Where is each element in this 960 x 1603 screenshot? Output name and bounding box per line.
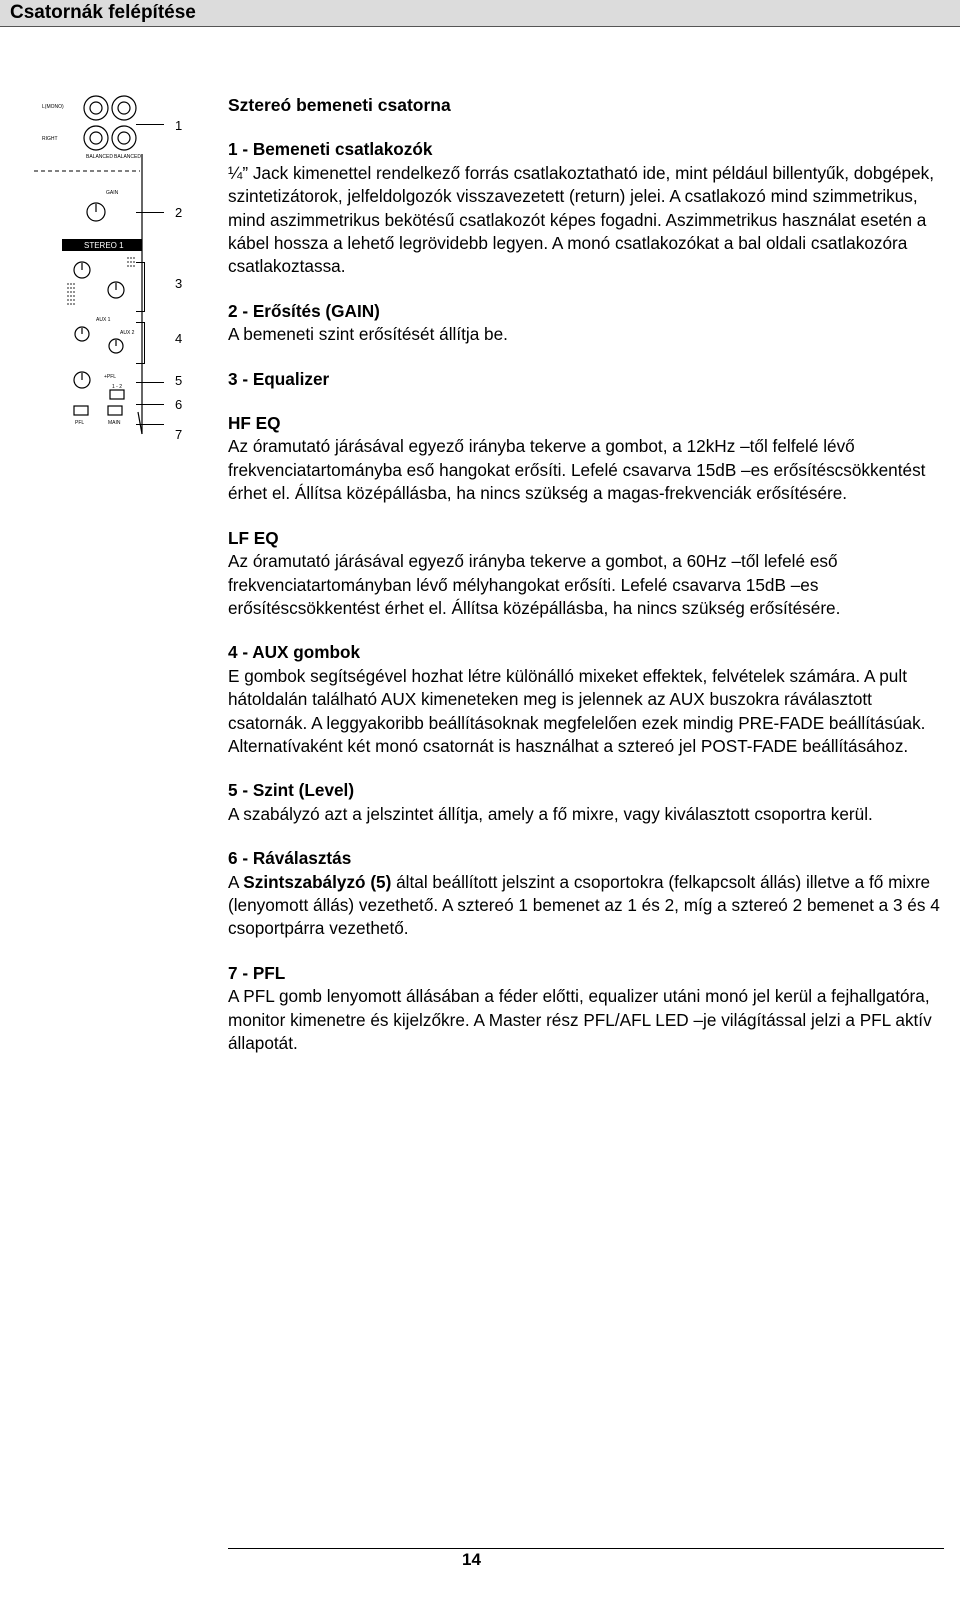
section-routing: [228, 847, 946, 941]
callout-bracket-4-bottom: [136, 363, 145, 364]
section-body: A bemeneti szint erősítését állítja be.: [228, 324, 508, 345]
main-content: [228, 94, 946, 1076]
section-title: 4 - AUX gombok: [228, 642, 361, 663]
right-jack-socket: [112, 96, 136, 120]
page-header: [0, 0, 960, 27]
section-title: HF EQ: [228, 413, 281, 434]
footer-divider: [228, 1548, 944, 1549]
main-button-label: MAIN: [108, 420, 121, 426]
callout-7: 7: [175, 427, 183, 442]
balanced-label-b: BALANCED: [114, 154, 141, 160]
right-label: RIGHT: [42, 136, 58, 142]
section-title: LF EQ: [228, 527, 279, 548]
section-gain: [228, 300, 946, 347]
section-body: E gombok segítségével hozhat létre különálló mixeket effektek, felvételek számára. A pult hátoldalán található AUX kimeneteken meg is jelennek az AUX buszokra ráválasztott csatornák. A leggyakoribb beállításoknak megfelelően ezek mindig PRE-FADE beállításúak. Alternatívaként két monó csatornát is használhat a sztereó jel POST-FADE beállításához.: [228, 665, 926, 756]
callout-4: 4: [175, 331, 183, 346]
section-title: 5 - Szint (Level): [228, 780, 355, 801]
left-jack-socket: [84, 96, 108, 120]
aux1-label: AUX 1: [96, 317, 111, 323]
section-body: [228, 871, 946, 941]
section-level: [228, 779, 946, 826]
section-inputs: [228, 138, 946, 278]
aux2-label: AUX 2: [120, 330, 135, 336]
left-mono-label: L(MONO): [42, 104, 64, 110]
section-lf-eq: [228, 527, 946, 621]
balanced-label-a: BALANCED: [86, 154, 113, 160]
left-balanced-socket: [84, 126, 108, 150]
body-text-pre: A: [228, 871, 244, 892]
callout-bracket-4-vertical: [144, 322, 145, 364]
section-body: Az óramutató járásával egyező irányba tekerve a gombot, a 12kHz –től felfelé lévő frekvenciatartományba eső hangokat erősíti. Lefelé csavarva 15dB –es erősítéscsökkentést érhet el. Állítsa középállásba, ha nincs szükség a magas-frekvenciák erősítésére.: [228, 436, 926, 504]
callout-line-6: [136, 404, 164, 405]
callout-6: 6: [175, 397, 183, 412]
channel-strip-illustration: [42, 94, 142, 434]
right-balanced-socket: [112, 126, 136, 150]
section-pfl: [228, 962, 946, 1056]
body-text-post: által beállított jelszint a csoportokra (felkapcsolt állás) illetve a fő mixre (lenyomott állás) vezethető. A sztereó 1 bemenet az 1 és 2, míg a sztereó 2 bemenet a 3 és 4 csoportpárra vezethető.: [228, 871, 940, 939]
section-title: 7 - PFL: [228, 962, 286, 983]
body-text-bold: Szintszabályzó (5): [243, 871, 392, 892]
callout-3: 3: [175, 276, 183, 291]
callout-line-5: [136, 382, 164, 383]
routing-label: 1 - 2: [112, 384, 123, 390]
callout-2: 2: [175, 205, 183, 220]
pfl-button-shape: [74, 406, 88, 415]
section-body: Az óramutató járásával egyező irányba tekerve a gombot, a 60Hz –től lefelé eső frekvenciatartományban lévő mélyhangokat erősíti. Lefelé csavarva 15dB –es erősítéscsökkentést érhet el. Állítsa középállásba, ha nincs szükség erősítésére.: [228, 551, 841, 618]
callout-1: 1: [175, 118, 183, 133]
callout-line-2: [136, 212, 164, 213]
callout-line-1: [136, 124, 164, 125]
header-title: Csatornák felépítése: [10, 2, 196, 23]
section-title: 3 - Equalizer: [228, 368, 330, 389]
pfl-knob-label: +PFL: [104, 374, 117, 380]
section-heading: Sztereó bemeneti csatorna: [228, 95, 451, 115]
section-hf-eq: [228, 412, 946, 506]
section-title: 1 - Bemeneti csatlakozók: [228, 139, 433, 160]
stereo-label: STEREO 1: [84, 241, 124, 250]
main-button-shape: [108, 406, 122, 415]
section-aux: [228, 641, 946, 758]
pfl-button-label: PFL: [75, 420, 85, 426]
routing-button: [110, 390, 124, 399]
section-equalizer: [228, 368, 946, 391]
section-title: 2 - Erősítés (GAIN): [228, 300, 380, 321]
section-body: A szabályzó azt a jelszintet állítja, amely a fő mixre, vagy kiválasztott csoportra kerül.: [228, 803, 873, 824]
page-number: 14: [462, 1550, 481, 1569]
section-body: A PFL gomb lenyomott állásában a féder előtti, equalizer utáni monó jel kerül a fejhallgatóra, monitor kimenetre és kijelzőkre. A Master rész PFL/AFL LED –je világítással jelzi a PFL aktív állapotát.: [228, 986, 932, 1053]
section-body: ¼” Jack kimenettel rendelkező forrás csatlakoztatható ide, mint például billentyűk, dobgépek, szintetizátorok, jelfeldolgozók visszavezetett (return) jelei. A csatlakozó mind szimmetrikus, mind aszimmetrikus bekötésű csatlakozót képes fogadni. Aszimmetrikus használat esetén a kábel hossza a lehető legrövidebb legyen. A monó csatlakozókat a bal oldali csatlakozóra csatlakoztassa.: [228, 162, 935, 277]
gain-label: GAIN: [106, 190, 119, 196]
callout-bracket-4-top: [136, 322, 145, 323]
callout-line-7: [136, 424, 164, 425]
callout-bracket-3-vertical: [144, 262, 145, 312]
callout-bracket-3-top: [136, 262, 145, 263]
callout-5: 5: [175, 373, 183, 388]
callout-bracket-3-bottom: [136, 311, 145, 312]
section-title: 6 - Ráválasztás: [228, 848, 352, 869]
